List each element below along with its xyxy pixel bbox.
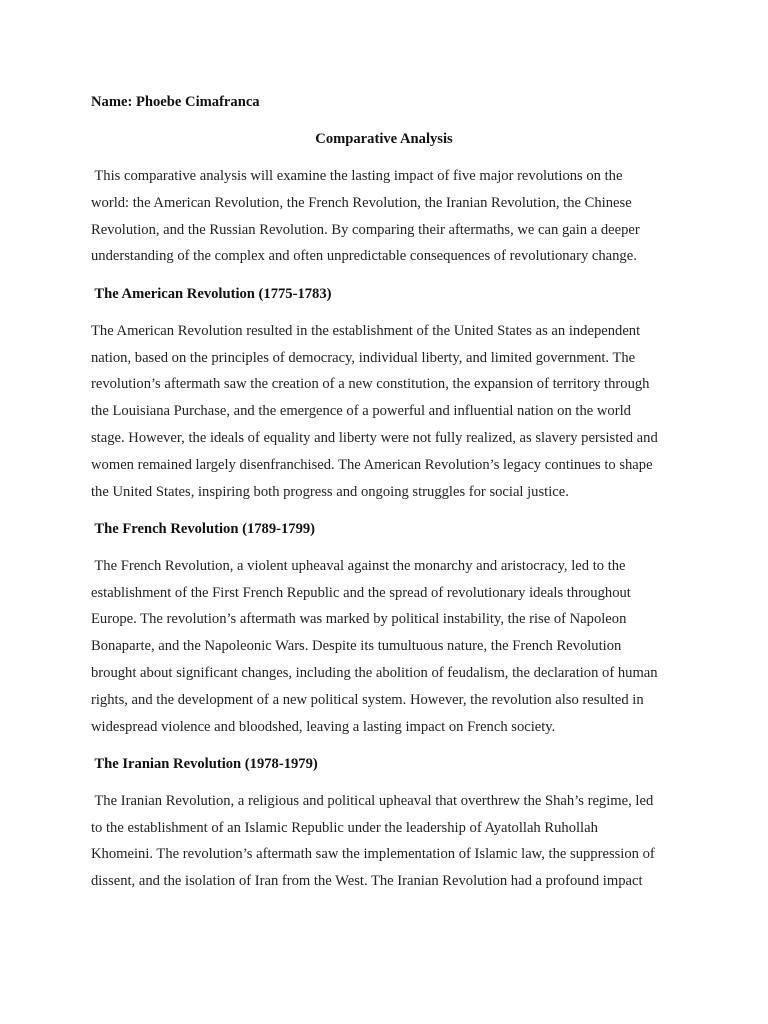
paragraph-line: The Iranian Revolution, a religious and political upheaval that overthrew the Shah’s regime, led [91, 793, 654, 809]
paragraph-line: dissent, and the isolation of Iran from the West. The Iranian Revolution had a profound impact [91, 873, 643, 889]
paragraph-line: This comparative analysis will examine the lasting impact of five major revolutions on the [91, 168, 623, 184]
paragraph-line: women remained largely disenfranchised. The American Revolution’s legacy continues to shape [91, 457, 653, 473]
paragraph-line: world: the American Revolution, the French Revolution, the Iranian Revolution, the Chinese [91, 195, 632, 211]
paragraph-line: stage. However, the ideals of equality and liberty were not fully realized, as slavery persisted and [91, 430, 658, 446]
paragraph-line: widespread violence and bloodshed, leaving a lasting impact on French society. [91, 719, 556, 735]
author-name: Name: Phoebe Cimafranca [91, 94, 260, 110]
paragraph-line: The French Revolution, a violent upheaval against the monarchy and aristocracy, led to the [91, 558, 626, 574]
paragraph-line: the Louisiana Purchase, and the emergence of a powerful and influential nation on the world [91, 403, 631, 419]
paragraph-line: brought about significant changes, including the abolition of feudalism, the declaration of human [91, 665, 658, 681]
paragraph-line: establishment of the First French Republic and the spread of revolutionary ideals throughout [91, 585, 631, 601]
paragraph-line: the United States, inspiring both progress and ongoing struggles for social justice. [91, 484, 569, 500]
paragraph-line: to the establishment of an Islamic Republic under the leadership of Ayatollah Ruhollah [91, 820, 598, 836]
document-title: Comparative Analysis [315, 131, 453, 147]
paragraph-line: Bonaparte, and the Napoleonic Wars. Despite its tumultuous nature, the French Revolution [91, 638, 622, 654]
paragraph-line: Revolution, and the Russian Revolution. By comparing their aftermaths, we can gain a deeper [91, 222, 640, 238]
paragraph-line: revolution’s aftermath saw the creation of a new constitution, the expansion of territory through [91, 376, 650, 392]
section-heading-american: The American Revolution (1775-1783) [91, 286, 332, 302]
section-heading-french: The French Revolution (1789-1799) [91, 521, 316, 537]
paragraph-line: Khomeini. The revolution’s aftermath saw the implementation of Islamic law, the suppression of [91, 846, 655, 862]
paragraph-line: understanding of the complex and often unpredictable consequences of revolutionary change. [91, 248, 637, 264]
paragraph-line: nation, based on the principles of democracy, individual liberty, and limited government. The [91, 350, 636, 366]
paragraph-line: rights, and the development of a new political system. However, the revolution also resulted in [91, 692, 644, 708]
paragraph-line: Europe. The revolution’s aftermath was marked by political instability, the rise of Napoleon [91, 611, 627, 627]
paragraph-line: The American Revolution resulted in the establishment of the United States as an independent [91, 323, 641, 339]
section-heading-iranian: The Iranian Revolution (1978-1979) [91, 756, 318, 772]
